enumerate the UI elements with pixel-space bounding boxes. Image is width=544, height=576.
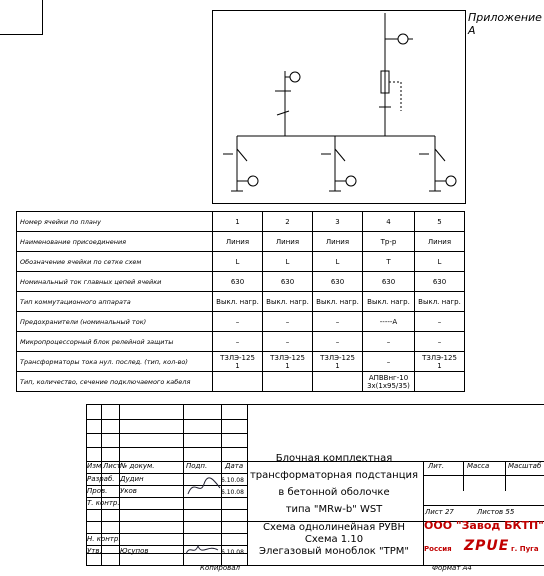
role-approve: Утв. xyxy=(87,547,102,555)
spec-row-label: Тип, количество, сечение подключаемого кабеля xyxy=(17,372,213,392)
name-approve: Юсупов xyxy=(120,547,149,555)
hdr-sign: Подп. xyxy=(186,462,208,470)
spec-row xyxy=(17,292,465,312)
spec-row xyxy=(17,272,465,292)
spec-row-label: Номер ячейки по плану xyxy=(17,212,213,232)
role-tcontr: Т. контр. xyxy=(87,499,120,507)
spec-cell: Выкл. нагр. xyxy=(313,292,363,312)
appendix-label: Приложение А xyxy=(468,11,542,37)
signature-dudin xyxy=(186,476,222,500)
spec-row-label: Микропроцессорный блок релейной защиты xyxy=(17,332,213,352)
spec-cell: L xyxy=(213,252,263,272)
role-dev: Разраб. xyxy=(87,475,115,483)
spec-cell: – xyxy=(363,332,415,352)
document-title: Блочная комплектная трансформаторная подстанция в бетонной оболочке типа "MRw-b" WST xyxy=(249,453,419,515)
spec-row xyxy=(17,252,465,272)
spec-cell: ТЗЛЭ-125 1 xyxy=(263,352,313,372)
spec-cell: – xyxy=(313,332,363,352)
hdr-izm: Изм xyxy=(87,462,102,470)
spec-cell: 4 xyxy=(363,212,415,232)
spec-row-label: Предохранители (номинальный ток) xyxy=(17,312,213,332)
lit-label: Лит. xyxy=(428,462,445,470)
spec-cell: ТЗЛЭ-125 1 xyxy=(415,352,465,372)
spec-cell: Линия xyxy=(213,232,263,252)
signature-yusupov xyxy=(184,540,220,560)
spec-cell: ТЗЛЭ-125 1 xyxy=(213,352,263,372)
spec-row xyxy=(17,212,465,232)
spec-cell: L xyxy=(263,252,313,272)
corner-frame xyxy=(0,0,43,35)
spec-cell: 630 xyxy=(415,272,465,292)
spec-table xyxy=(16,211,465,392)
spec-cell: T xyxy=(363,252,415,272)
city: г. Пуга xyxy=(511,545,539,553)
spec-row-label: Наименование присоединения xyxy=(17,232,213,252)
spec-cell: 630 xyxy=(363,272,415,292)
spec-cell: – xyxy=(263,332,313,352)
zpue-logo: ZPUE xyxy=(464,538,510,554)
spec-cell: – xyxy=(313,312,363,332)
spec-row-label: Обозначение ячейки по сетке схем xyxy=(17,252,213,272)
role-ncontr: Н. контр. xyxy=(87,535,121,543)
spec-cell: 5 xyxy=(415,212,465,232)
country: Россия xyxy=(424,545,452,553)
date-check: 6.10.08 xyxy=(221,489,244,496)
spec-row xyxy=(17,232,465,252)
spec-cell: АПВВнг-10 3х(1х95/35) xyxy=(363,372,415,392)
spec-cell: 630 xyxy=(263,272,313,292)
spec-row xyxy=(17,352,465,372)
scheme-title: Схема однолинейная РУВН Схема 1.10 Элегазовый моноблок "ТРМ" xyxy=(259,522,409,557)
spec-cell: – xyxy=(363,352,415,372)
spec-cell: – xyxy=(213,312,263,332)
spec-cell: – xyxy=(415,312,465,332)
spec-cell: 3 xyxy=(313,212,363,232)
role-check: Пров. xyxy=(87,487,108,495)
hdr-list: Лист xyxy=(103,462,121,470)
name-dev: Дудин xyxy=(120,475,144,483)
spec-cell xyxy=(415,372,465,392)
spec-row-label: Трансформаторы тока нул. послед. (тип, кол-во) xyxy=(17,352,213,372)
spec-cell: -----А xyxy=(363,312,415,332)
spec-cell: Выкл. нагр. xyxy=(263,292,313,312)
scale-label: Масштаб xyxy=(508,462,542,470)
spec-cell: 630 xyxy=(313,272,363,292)
hdr-doc: № докум. xyxy=(120,462,155,470)
spec-cell: Линия xyxy=(313,232,363,252)
spec-cell: Линия xyxy=(415,232,465,252)
company-name: ООО "Завод БКТП" xyxy=(424,519,544,532)
spec-cell: L xyxy=(313,252,363,272)
date-approve: 6.10.08 xyxy=(221,549,244,556)
spec-row xyxy=(17,332,465,352)
sheet-number: Лист 27 xyxy=(425,508,454,516)
format-label: Формат А4 xyxy=(432,564,472,572)
single-line-diagram xyxy=(212,10,466,204)
name-check: Уков xyxy=(120,487,137,495)
spec-cell: Выкл. нагр. xyxy=(213,292,263,312)
spec-row xyxy=(17,312,465,332)
spec-cell: ТЗЛЭ-125 1 xyxy=(313,352,363,372)
spec-cell: Тр-р xyxy=(363,232,415,252)
spec-cell xyxy=(313,372,363,392)
spec-cell: Линия xyxy=(263,232,313,252)
spec-cell xyxy=(263,372,313,392)
spec-cell: 1 xyxy=(213,212,263,232)
spec-row xyxy=(17,372,465,392)
spec-cell: 630 xyxy=(213,272,263,292)
spec-cell: L xyxy=(415,252,465,272)
mass-label: Масса xyxy=(467,462,490,470)
spec-cell: Выкл. нагр. xyxy=(363,292,415,312)
spec-cell: 2 xyxy=(263,212,313,232)
spec-row-label: Номинальный ток главных цепей ячейки xyxy=(17,272,213,292)
spec-cell: – xyxy=(415,332,465,352)
spec-row-label: Тип коммутационного аппарата xyxy=(17,292,213,312)
sheet-count: Листов 55 xyxy=(477,508,515,516)
hdr-date: Дата xyxy=(225,462,244,470)
spec-cell: – xyxy=(263,312,313,332)
spec-cell: – xyxy=(213,332,263,352)
copied-label: Копировал xyxy=(200,564,240,572)
spec-cell xyxy=(213,372,263,392)
date-dev: 6.10.08 xyxy=(221,477,244,484)
spec-cell: Выкл. нагр. xyxy=(415,292,465,312)
